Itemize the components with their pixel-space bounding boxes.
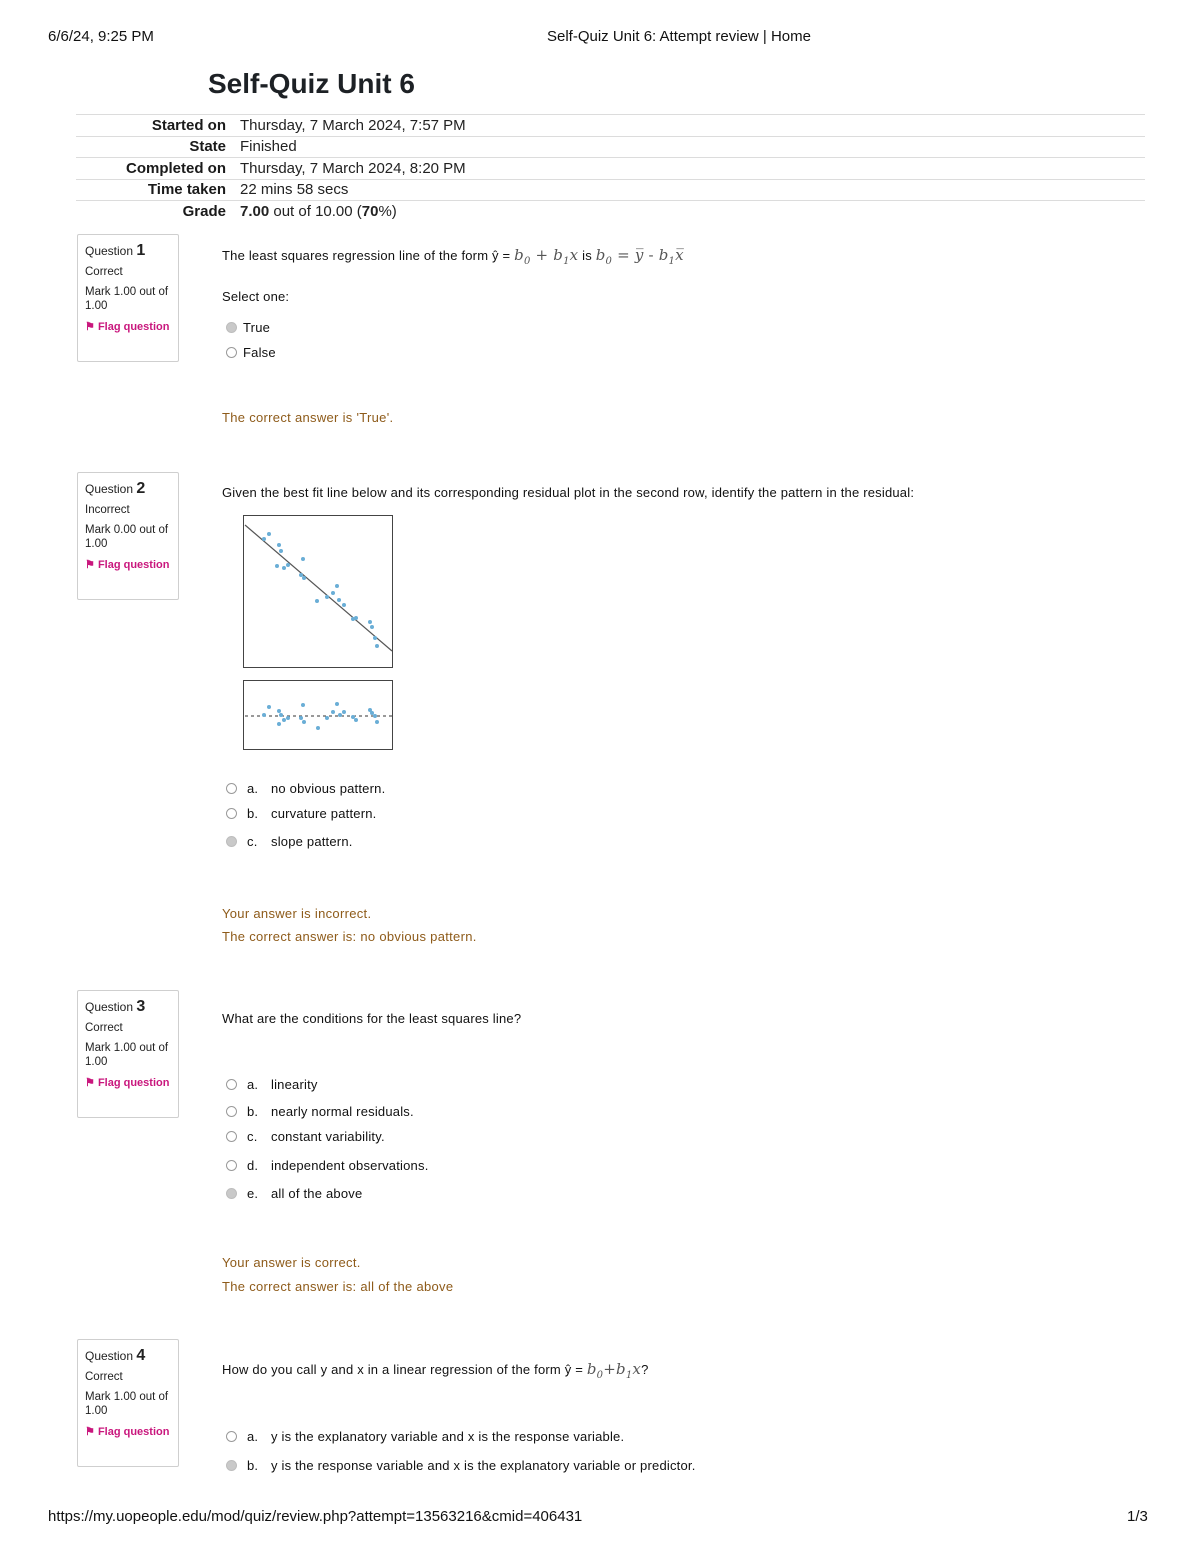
residual-point — [373, 714, 377, 718]
answer-option[interactable] — [226, 1077, 318, 1092]
option-text: False — [243, 345, 276, 360]
question-word: Question — [85, 1349, 137, 1363]
option-text: curvature pattern. — [271, 806, 377, 821]
option-text: y is the response variable and x is the explanatory variable or predictor. — [271, 1458, 696, 1473]
scatter-point — [277, 543, 281, 547]
question-info-2 — [77, 472, 179, 600]
scatter-point — [354, 616, 358, 620]
summary-value: Thursday, 7 March 2024, 8:20 PM — [240, 159, 466, 177]
answer-option[interactable] — [226, 1429, 624, 1444]
flag-icon: ⚑ — [85, 321, 95, 333]
summary-value: 22 mins 58 secs — [240, 181, 349, 199]
answer-option[interactable] — [226, 1158, 429, 1173]
question-number-value: 1 — [136, 242, 146, 259]
question-mark: Mark 1.00 out of 1.00 — [85, 1391, 169, 1417]
scatter-point — [282, 566, 286, 570]
scatter-point — [267, 532, 271, 536]
question-text-3: What are the conditions for the least squares line? — [222, 1011, 522, 1026]
formula-sub1: 1 — [563, 256, 570, 267]
residual-point — [277, 709, 281, 713]
option-letter: e. — [247, 1186, 259, 1201]
print-page-number: 1/3 — [1127, 1508, 1148, 1525]
flag-icon: ⚑ — [85, 559, 95, 571]
grade-pct-suffix: %) — [378, 202, 397, 220]
print-datetime: 6/6/24, 9:25 PM — [48, 28, 154, 45]
residual-point — [342, 710, 346, 714]
flag-icon: ⚑ — [85, 1077, 95, 1089]
scatter-point — [337, 598, 341, 602]
feedback-text: The correct answer is 'True'. — [222, 410, 394, 425]
residual-point — [299, 716, 303, 720]
formula-b1: b — [616, 1360, 626, 1378]
option-letter: b. — [247, 806, 259, 821]
radio-button[interactable] — [226, 1131, 237, 1142]
formula — [586, 1360, 642, 1381]
scatter-point — [275, 564, 279, 568]
summary-label: State — [189, 138, 226, 156]
option-text: nearly normal residuals. — [271, 1104, 414, 1119]
radio-button[interactable] — [226, 347, 237, 358]
answer-option[interactable] — [226, 1458, 696, 1473]
formula-x: x — [632, 1360, 642, 1378]
option-letter: a. — [247, 1077, 259, 1092]
correct-answer-text: The correct answer is: all of the above — [222, 1279, 454, 1294]
grade-outof: out of 10.00 ( — [269, 202, 362, 220]
summary-row — [76, 114, 1145, 136]
flag-label: Flag question — [97, 1426, 170, 1438]
page-title: Self-Quiz Unit 6 — [208, 68, 415, 99]
flag-label: Flag question — [97, 321, 170, 333]
scatter-point — [368, 620, 372, 624]
question-text-part: How do you call y and x in a linear regression of the form ŷ = — [222, 1362, 587, 1377]
residual-point — [351, 715, 355, 719]
option-text: y is the explanatory variable and x is the response variable. — [271, 1429, 625, 1444]
grade-percent: 70 — [361, 202, 379, 220]
residual-point — [375, 720, 379, 724]
question-text-2: Given the best fit line below and its corresponding residual plot in the second row, identify the pattern in the residual: — [222, 485, 915, 500]
answer-option[interactable] — [226, 834, 353, 849]
summary-label: Time taken — [147, 181, 226, 199]
formula-b1: b — [553, 246, 564, 264]
residual-point — [325, 716, 329, 720]
answer-option[interactable] — [226, 1186, 362, 1201]
question-word: Question — [85, 1000, 137, 1014]
question-mark: Mark 1.00 out of 1.00 — [85, 286, 169, 312]
question-status: Incorrect — [85, 504, 130, 516]
flag-question-link[interactable] — [85, 1426, 172, 1439]
correct-answer-text: The correct answer is: no obvious pattern. — [222, 929, 477, 944]
scatter-point — [301, 557, 305, 561]
option-letter: c. — [247, 834, 258, 849]
scatter-point — [302, 576, 306, 580]
formula-b0: b — [595, 246, 606, 264]
formula-sub1: 1 — [668, 256, 676, 267]
residual-point — [279, 713, 283, 717]
answer-option[interactable] — [226, 806, 377, 821]
summary-row — [76, 179, 1145, 201]
flag-question-link[interactable] — [85, 321, 172, 334]
residual-plot-image — [243, 680, 394, 751]
formula-b1: b — [658, 246, 669, 264]
radio-button[interactable] — [226, 1188, 237, 1199]
question-word: Question — [85, 244, 137, 258]
residual-point — [370, 711, 374, 715]
print-url: https://my.uopeople.edu/mod/quiz/review.php?attempt=13563216&cmid=406431 — [48, 1508, 583, 1525]
scatter-point — [331, 591, 335, 595]
scatter-point — [370, 625, 374, 629]
formula-sub0: 0 — [523, 256, 531, 267]
question-info-4 — [77, 1339, 179, 1467]
radio-button[interactable] — [226, 1431, 237, 1442]
summary-label: Completed on — [126, 159, 226, 177]
feedback-text: Your answer is correct. — [222, 1255, 361, 1270]
scatter-point — [315, 599, 319, 603]
question-text-1 — [222, 246, 684, 267]
scatter-plot-image — [243, 515, 394, 669]
scatter-point — [342, 603, 346, 607]
question-number — [85, 998, 172, 1016]
answer-option[interactable] — [226, 320, 270, 335]
option-text: independent observations. — [271, 1158, 429, 1173]
residual-point — [338, 713, 342, 717]
summary-label: Grade — [182, 202, 226, 220]
residual-point — [277, 722, 281, 726]
radio-button[interactable] — [226, 1079, 237, 1090]
option-letter: a. — [247, 1429, 259, 1444]
answer-option[interactable] — [226, 781, 385, 796]
grade-score: 7.00 — [240, 202, 270, 220]
radio-button[interactable] — [226, 836, 237, 847]
residual-point — [335, 702, 339, 706]
question-info-3 — [77, 990, 179, 1118]
residual-point — [262, 713, 266, 717]
summary-row — [76, 157, 1145, 179]
formula — [514, 246, 579, 267]
formula-minus: - — [643, 246, 659, 264]
scatter-point — [373, 636, 377, 640]
formula-b0: b — [514, 246, 524, 264]
flag-question-link[interactable] — [85, 559, 172, 572]
option-text: all of the above — [271, 1186, 363, 1201]
formula-sub1: 1 — [625, 1370, 633, 1381]
question-text-part: ? — [641, 1362, 649, 1377]
option-letter: c. — [247, 1129, 258, 1144]
answer-option[interactable] — [226, 1129, 385, 1144]
residual-point — [302, 720, 306, 724]
flag-question-link[interactable] — [85, 1077, 172, 1090]
scatter-point — [375, 644, 379, 648]
scatter-point — [325, 595, 329, 599]
question-info-1 — [77, 234, 179, 362]
radio-button[interactable] — [226, 322, 237, 333]
residual-point — [316, 726, 320, 730]
formula-intercept — [595, 246, 684, 267]
radio-button[interactable] — [226, 808, 237, 819]
scatter-point — [279, 549, 283, 553]
question-number — [85, 242, 172, 260]
attempt-summary-table — [76, 114, 1145, 223]
flag-label: Flag question — [97, 559, 170, 571]
option-text: no obvious pattern. — [271, 781, 386, 796]
option-text: True — [243, 320, 271, 335]
question-text-4 — [222, 1360, 649, 1381]
option-letter: b. — [247, 1104, 259, 1119]
question-number-value: 4 — [136, 1347, 146, 1364]
question-mark: Mark 1.00 out of 1.00 — [85, 1042, 169, 1068]
summary-value: Thursday, 7 March 2024, 7:57 PM — [240, 116, 466, 134]
summary-label: Started on — [151, 116, 226, 134]
option-letter: a. — [247, 781, 259, 796]
question-mark: Mark 0.00 out of 1.00 — [85, 524, 169, 550]
scatter-point — [299, 573, 303, 577]
residual-point — [286, 716, 290, 720]
option-letter: b. — [247, 1458, 259, 1473]
question-number-value: 3 — [136, 998, 146, 1015]
question-text-part: is — [578, 248, 596, 263]
summary-row-grade — [76, 200, 1145, 223]
summary-value: Finished — [240, 138, 297, 156]
residual-point — [301, 703, 305, 707]
question-number — [85, 480, 172, 498]
select-one-label: Select one: — [222, 289, 290, 304]
flag-label: Flag question — [97, 1077, 170, 1089]
feedback-text: Your answer is incorrect. — [222, 906, 372, 921]
grade-value — [240, 203, 397, 220]
formula-plus: + — [603, 1360, 617, 1378]
summary-row — [76, 136, 1145, 158]
residual-point — [282, 718, 286, 722]
radio-button[interactable] — [226, 1106, 237, 1117]
formula-plus: + — [530, 246, 554, 264]
answer-option[interactable] — [226, 345, 276, 360]
formula-x: x — [569, 246, 579, 264]
formula-ybar: y̅ — [634, 246, 644, 264]
question-status: Correct — [85, 1022, 123, 1034]
print-title: Self-Quiz Unit 6: Attempt review | Home — [547, 28, 811, 45]
question-status: Correct — [85, 1371, 123, 1383]
answer-option[interactable] — [226, 1104, 414, 1119]
scatter-point — [335, 584, 339, 588]
radio-button[interactable] — [226, 783, 237, 794]
option-text: constant variability. — [271, 1129, 385, 1144]
formula-xbar: x̅ — [675, 246, 684, 264]
question-status: Correct — [85, 266, 123, 278]
question-word: Question — [85, 482, 137, 496]
question-text-part: The least squares regression line of the form ŷ = — [222, 248, 515, 263]
option-text: slope pattern. — [271, 834, 353, 849]
question-number-value: 2 — [136, 480, 146, 497]
formula-sub0: 0 — [605, 256, 613, 267]
residual-point — [354, 718, 358, 722]
formula-sub0: 0 — [596, 1370, 604, 1381]
scatter-point — [286, 563, 290, 567]
radio-button[interactable] — [226, 1160, 237, 1171]
residual-point — [331, 710, 335, 714]
radio-button[interactable] — [226, 1460, 237, 1471]
formula-eq: = — [612, 246, 635, 264]
formula-b0: b — [586, 1360, 597, 1378]
scatter-point — [262, 537, 266, 541]
question-number — [85, 1347, 172, 1365]
flag-icon: ⚑ — [85, 1426, 95, 1438]
residual-point — [267, 705, 271, 709]
option-text: linearity — [271, 1077, 318, 1092]
option-letter: d. — [247, 1158, 259, 1173]
